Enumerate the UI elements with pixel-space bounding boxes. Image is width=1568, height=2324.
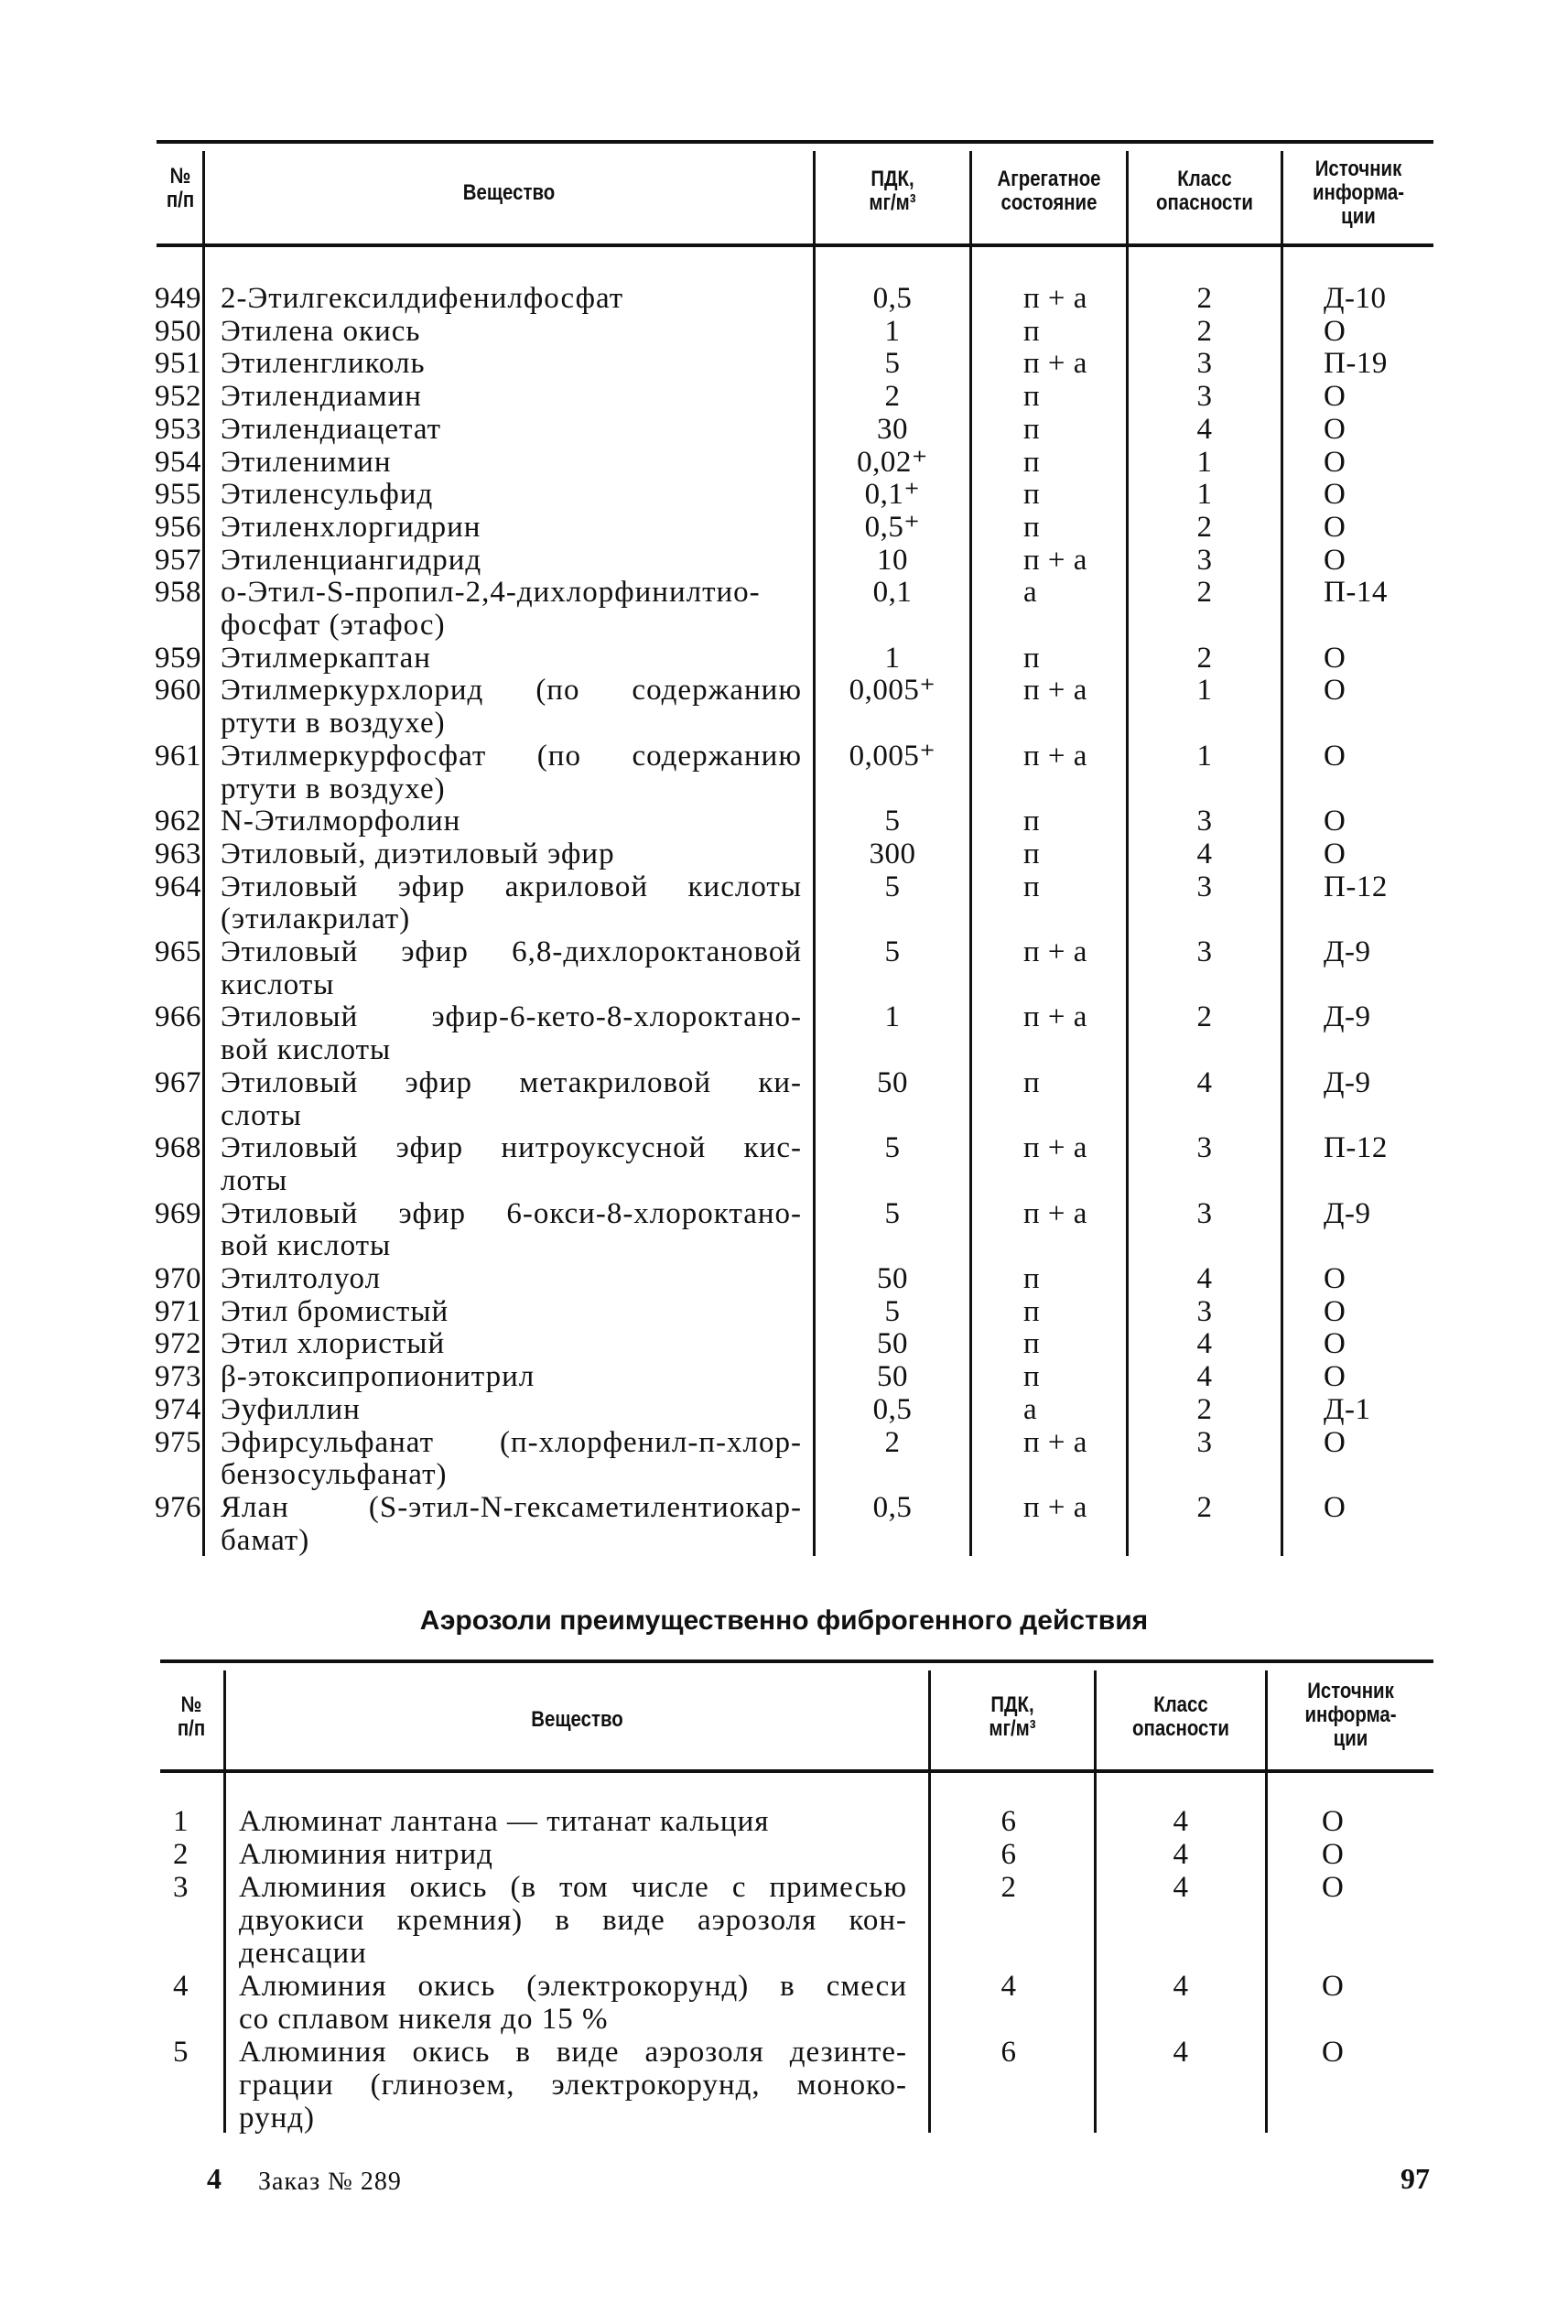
hazard-class: 2 <box>1196 314 1213 348</box>
row-number: 950 <box>155 314 201 348</box>
header-num: № п/п <box>177 1692 206 1741</box>
substance-name: фосфат (этафос) <box>221 609 446 642</box>
substance-name: кислоты <box>221 967 335 1001</box>
aggregate-state: п + а <box>1023 1490 1087 1524</box>
substance-name: вой кислоты <box>221 1033 392 1067</box>
aggregate-state: а <box>1023 576 1038 610</box>
substance-name: Алюминия окись в виде аэрозоля дезинте- <box>239 2036 907 2069</box>
aggregate-state: п + а <box>1023 674 1087 708</box>
substance-name: Этиленимин <box>221 445 392 479</box>
info-source: Д-9 <box>1324 935 1371 968</box>
substance-name: Этиловый эфир нитроуксусной кис- <box>221 1131 802 1165</box>
aggregate-state: п <box>1023 510 1041 544</box>
pdk-value: 6 <box>1000 1838 1017 1871</box>
row-number: 956 <box>155 510 201 544</box>
info-source: О <box>1324 674 1346 708</box>
row-number: 970 <box>155 1262 201 1295</box>
substance-name: β-этоксипропионитрил <box>221 1360 535 1394</box>
hazard-class: 4 <box>1196 1360 1213 1394</box>
header-class: Класс опасности <box>1156 167 1253 215</box>
substance-name: Этил бромистый <box>221 1294 449 1328</box>
pdk-value: 0,5⁺ <box>864 510 921 544</box>
hazard-class: 1 <box>1196 739 1213 773</box>
row-number: 1 <box>173 1805 189 1838</box>
aggregate-state: п <box>1023 870 1041 903</box>
info-source: О <box>1324 445 1346 479</box>
pdk-value: 0,5 <box>872 1490 913 1524</box>
substance-name: Этилмеркаптан <box>221 641 431 675</box>
aggregate-state: п <box>1023 1360 1041 1394</box>
aggregate-state: п <box>1023 412 1041 446</box>
row-number: 965 <box>155 935 201 968</box>
pdk-value: 5 <box>884 1196 901 1230</box>
header-num: № п/п <box>166 164 195 212</box>
hazard-class: 1 <box>1196 478 1213 512</box>
aggregate-state: п + а <box>1023 347 1087 381</box>
aggregate-state: п + а <box>1023 739 1087 773</box>
pdk-value: 0,005⁺ <box>849 739 936 773</box>
substance-name: Этилмеркурфосфат (по содержанию <box>221 739 802 773</box>
info-source: О <box>1324 1490 1346 1524</box>
substance-name: Этил хлористый <box>221 1327 446 1361</box>
substance-name: Этиловый эфир 6,8-дихлороктановой <box>221 935 802 968</box>
info-source: О <box>1324 1425 1346 1459</box>
substance-name: рунд) <box>239 2102 316 2135</box>
info-source: О <box>1322 1970 1345 2003</box>
substance-name: Этиловый эфир метакриловой ки- <box>221 1065 802 1099</box>
header-source: Источник информа-ции <box>1312 157 1405 229</box>
pdk-value: 30 <box>877 412 908 446</box>
hazard-class: 2 <box>1196 1392 1213 1426</box>
info-source: Д-1 <box>1324 1392 1371 1426</box>
hazard-class: 3 <box>1196 1425 1213 1459</box>
aggregate-state: п <box>1023 1294 1041 1328</box>
header-pdk: ПДК, мг/м³ <box>869 167 916 215</box>
hazard-class: 2 <box>1196 510 1213 544</box>
column-divider <box>202 151 205 1556</box>
header-source: Источник информа-ции <box>1304 1679 1397 1751</box>
row-number: 949 <box>155 282 201 315</box>
hazard-class: 4 <box>1196 1327 1213 1361</box>
substance-name: бамат) <box>221 1523 310 1557</box>
substance-name: Этилендиацетат <box>221 412 442 446</box>
hazard-class: 4 <box>1173 1805 1189 1838</box>
pdk-value: 2 <box>884 380 901 414</box>
row-number: 963 <box>155 837 201 870</box>
pdk-value: 0,5 <box>872 282 913 315</box>
substance-name: (этилакрилат) <box>221 903 411 936</box>
info-source: О <box>1324 805 1346 838</box>
pdk-value: 5 <box>884 347 901 381</box>
table-top-rule <box>160 1659 1433 1663</box>
substance-name: Этилена окись <box>221 314 421 348</box>
aggregate-state: а <box>1023 1392 1038 1426</box>
info-source: П-19 <box>1324 347 1388 381</box>
aggregate-state: п + а <box>1023 1000 1087 1034</box>
info-source: О <box>1324 478 1346 512</box>
pdk-value: 5 <box>884 870 901 903</box>
row-number: 959 <box>155 641 201 675</box>
aggregate-state: п + а <box>1023 1131 1087 1165</box>
substance-name: 2-Этилгексилдифенилфосфат <box>221 282 624 315</box>
hazard-class: 3 <box>1196 935 1213 968</box>
row-number: 969 <box>155 1196 201 1230</box>
pdk-value: 300 <box>869 837 916 870</box>
substance-name: Алюминия нитрид <box>239 1838 493 1871</box>
row-number: 4 <box>173 1970 189 2003</box>
column-divider <box>1281 151 1283 1556</box>
substance-name: Этиленсульфид <box>221 478 434 512</box>
row-number: 971 <box>155 1294 201 1328</box>
aggregate-state: п <box>1023 445 1041 479</box>
header-class: Класс опасности <box>1132 1692 1229 1741</box>
info-source: О <box>1322 2036 1345 2069</box>
aggregate-state: п <box>1023 314 1041 348</box>
row-number: 962 <box>155 805 201 838</box>
row-number: 966 <box>155 1000 201 1034</box>
order-number: Заказ № 289 <box>258 2167 402 2196</box>
info-source: Д-10 <box>1324 282 1387 315</box>
row-number: 3 <box>173 1871 189 1904</box>
substance-name: Этиловый эфир 6-окси-8-хлороктано- <box>221 1196 802 1230</box>
substance-name: денсации <box>239 1937 367 1970</box>
column-divider <box>969 151 972 1556</box>
pdk-value: 50 <box>877 1262 908 1295</box>
info-source: Д-9 <box>1324 1065 1371 1099</box>
pdk-value: 2 <box>884 1425 901 1459</box>
pdk-value: 5 <box>884 805 901 838</box>
substance-name: двуокиси кремния) в виде аэрозоля кон- <box>239 1904 907 1937</box>
row-number: 972 <box>155 1327 201 1361</box>
substance-name: Этиленциангидрид <box>221 543 482 577</box>
header-pdk: ПДК, мг/м³ <box>989 1692 1036 1741</box>
hazard-class: 1 <box>1196 445 1213 479</box>
hazard-class: 2 <box>1196 641 1213 675</box>
info-source: О <box>1324 1294 1346 1328</box>
hazard-class: 3 <box>1196 1196 1213 1230</box>
hazard-class: 3 <box>1196 543 1213 577</box>
info-source: О <box>1324 1327 1346 1361</box>
row-number: 974 <box>155 1392 201 1426</box>
info-source: О <box>1324 314 1346 348</box>
pdk-value: 6 <box>1000 1805 1017 1838</box>
substance-name: слоты <box>221 1098 302 1132</box>
substance-name: Этилмеркурхлорид (по содержанию <box>221 674 802 708</box>
header-bottom-rule <box>157 243 1433 247</box>
pdk-value: 0,1 <box>872 576 913 610</box>
row-number: 958 <box>155 576 201 610</box>
hazard-class: 1 <box>1196 674 1213 708</box>
hazard-class: 4 <box>1173 1871 1189 1904</box>
row-number: 952 <box>155 380 201 414</box>
info-source: О <box>1322 1871 1345 1904</box>
substance-name: Этилендиамин <box>221 380 422 414</box>
substance-name: Этиловый эфир-6-кето-8-хлороктано- <box>221 1000 802 1034</box>
substance-name: Этиленхлоргидрин <box>221 510 481 544</box>
signature-mark: 4 <box>207 2162 222 2195</box>
substance-name: Ялан (S-этил-N-гексаметилентиокар- <box>221 1490 802 1524</box>
row-number: 968 <box>155 1131 201 1165</box>
info-source: О <box>1324 837 1346 870</box>
aggregate-state: п <box>1023 805 1041 838</box>
aggregate-state: п <box>1023 837 1041 870</box>
row-number: 957 <box>155 543 201 577</box>
substance-name: бензосульфанат) <box>221 1458 448 1492</box>
info-source: О <box>1324 380 1346 414</box>
info-source: О <box>1324 543 1346 577</box>
pdk-value: 10 <box>877 543 908 577</box>
aggregate-state: п <box>1023 1065 1041 1099</box>
info-source: О <box>1324 412 1346 446</box>
pdk-value: 4 <box>1000 1970 1017 2003</box>
aggregate-state: п <box>1023 380 1041 414</box>
section-title: Аэрозоли преимущественно фиброгенного действия <box>419 1605 1149 1636</box>
aggregate-state: п + а <box>1023 282 1087 315</box>
info-source: О <box>1324 739 1346 773</box>
pdk-value: 0,1⁺ <box>864 478 921 512</box>
row-number: 960 <box>155 674 201 708</box>
pdk-value: 1 <box>884 314 901 348</box>
info-source: О <box>1324 510 1346 544</box>
substance-name: Алюминия окись (электрокорунд) в смеси <box>239 1970 907 2003</box>
pdk-value: 5 <box>884 935 901 968</box>
page-number: 97 <box>1400 2162 1430 2195</box>
substance-name: N-Этилморфолин <box>221 805 461 838</box>
substance-name: Этиленгликоль <box>221 347 426 381</box>
aggregate-state: п <box>1023 1327 1041 1361</box>
hazard-class: 2 <box>1196 576 1213 610</box>
substance-name: Эуфиллин <box>221 1392 361 1426</box>
pdk-value: 50 <box>877 1327 908 1361</box>
column-divider <box>223 1670 226 2133</box>
table-top-rule <box>157 140 1433 144</box>
substance-name: Этиловый, диэтиловый эфир <box>221 837 615 870</box>
substance-name: со сплавом никеля до 15 % <box>239 2003 609 2036</box>
hazard-class: 4 <box>1196 412 1213 446</box>
info-source: П-14 <box>1324 576 1388 610</box>
pdk-value: 5 <box>884 1294 901 1328</box>
aggregate-state: п <box>1023 478 1041 512</box>
pdk-value: 50 <box>877 1360 908 1394</box>
aggregate-state: п + а <box>1023 543 1087 577</box>
substance-name: Этилтолуол <box>221 1262 382 1295</box>
aggregate-state: п + а <box>1023 1425 1087 1459</box>
info-source: О <box>1322 1805 1345 1838</box>
row-number: 953 <box>155 412 201 446</box>
row-number: 975 <box>155 1425 201 1459</box>
hazard-class: 2 <box>1196 1000 1213 1034</box>
info-source: П-12 <box>1324 1131 1388 1165</box>
aggregate-state: п <box>1023 1262 1041 1295</box>
pdk-value: 0,5 <box>872 1392 913 1426</box>
hazard-class: 3 <box>1196 1131 1213 1165</box>
hazard-class: 3 <box>1196 805 1213 838</box>
hazard-class: 4 <box>1196 837 1213 870</box>
hazard-class: 2 <box>1196 1490 1213 1524</box>
substance-name: грации (глинозем, электрокорунд, моноко- <box>239 2069 907 2102</box>
hazard-class: 3 <box>1196 380 1213 414</box>
info-source: О <box>1322 1838 1345 1871</box>
hazard-class: 4 <box>1173 2036 1189 2069</box>
substance-name: ртути в воздухе) <box>221 707 446 740</box>
info-source: О <box>1324 1360 1346 1394</box>
aggregate-state: п + а <box>1023 1196 1087 1230</box>
substance-name: ртути в воздухе) <box>221 772 446 805</box>
row-number: 964 <box>155 870 201 903</box>
substance-name: вой кислоты <box>221 1229 392 1263</box>
header-substance: Вещество <box>531 1707 623 1732</box>
header-state: Агрегатное состояние <box>997 167 1101 215</box>
row-number: 954 <box>155 445 201 479</box>
column-divider <box>1265 1670 1268 2133</box>
pdk-value: 5 <box>884 1131 901 1165</box>
pdk-value: 50 <box>877 1065 908 1099</box>
header-substance: Вещество <box>462 180 556 205</box>
info-source: Д-9 <box>1324 1196 1371 1230</box>
aggregate-state: п + а <box>1023 935 1087 968</box>
substance-name: Алюминат лантана — титанат кальция <box>239 1805 770 1838</box>
hazard-class: 4 <box>1173 1838 1189 1871</box>
hazard-class: 3 <box>1196 870 1213 903</box>
info-source: О <box>1324 641 1346 675</box>
hazard-class: 3 <box>1196 347 1213 381</box>
row-number: 2 <box>173 1838 189 1871</box>
row-number: 955 <box>155 478 201 512</box>
row-number: 5 <box>173 2036 189 2069</box>
row-number: 951 <box>155 347 201 381</box>
row-number: 973 <box>155 1360 201 1394</box>
info-source: Д-9 <box>1324 1000 1371 1034</box>
info-source: О <box>1324 1262 1346 1295</box>
pdk-value: 1 <box>884 1000 901 1034</box>
row-number: 967 <box>155 1065 201 1099</box>
aggregate-state: п <box>1023 641 1041 675</box>
hazard-class: 4 <box>1196 1065 1213 1099</box>
row-number: 976 <box>155 1490 201 1524</box>
pdk-value: 0,005⁺ <box>849 674 936 708</box>
pdk-value: 2 <box>1000 1871 1017 1904</box>
substance-name: Алюминия окись (в том числе с примесью <box>239 1871 907 1904</box>
hazard-class: 4 <box>1173 1970 1189 2003</box>
substance-name: Этиловый эфир акриловой кислоты <box>221 870 802 903</box>
pdk-value: 1 <box>884 641 901 675</box>
hazard-class: 4 <box>1196 1262 1213 1295</box>
pdk-value: 0,02⁺ <box>857 445 928 479</box>
row-number: 961 <box>155 739 201 773</box>
hazard-class: 3 <box>1196 1294 1213 1328</box>
hazard-class: 2 <box>1196 282 1213 315</box>
substance-name: Эфирсульфанат (п-хлорфенил-п-хлор- <box>221 1425 802 1459</box>
substance-name: о-Этил-S-пропил-2,4-дихлорфинилтио- <box>221 576 761 610</box>
pdk-value: 6 <box>1000 2036 1017 2069</box>
substance-name: лоты <box>221 1163 288 1197</box>
header-bottom-rule <box>160 1769 1433 1773</box>
info-source: П-12 <box>1324 870 1388 903</box>
